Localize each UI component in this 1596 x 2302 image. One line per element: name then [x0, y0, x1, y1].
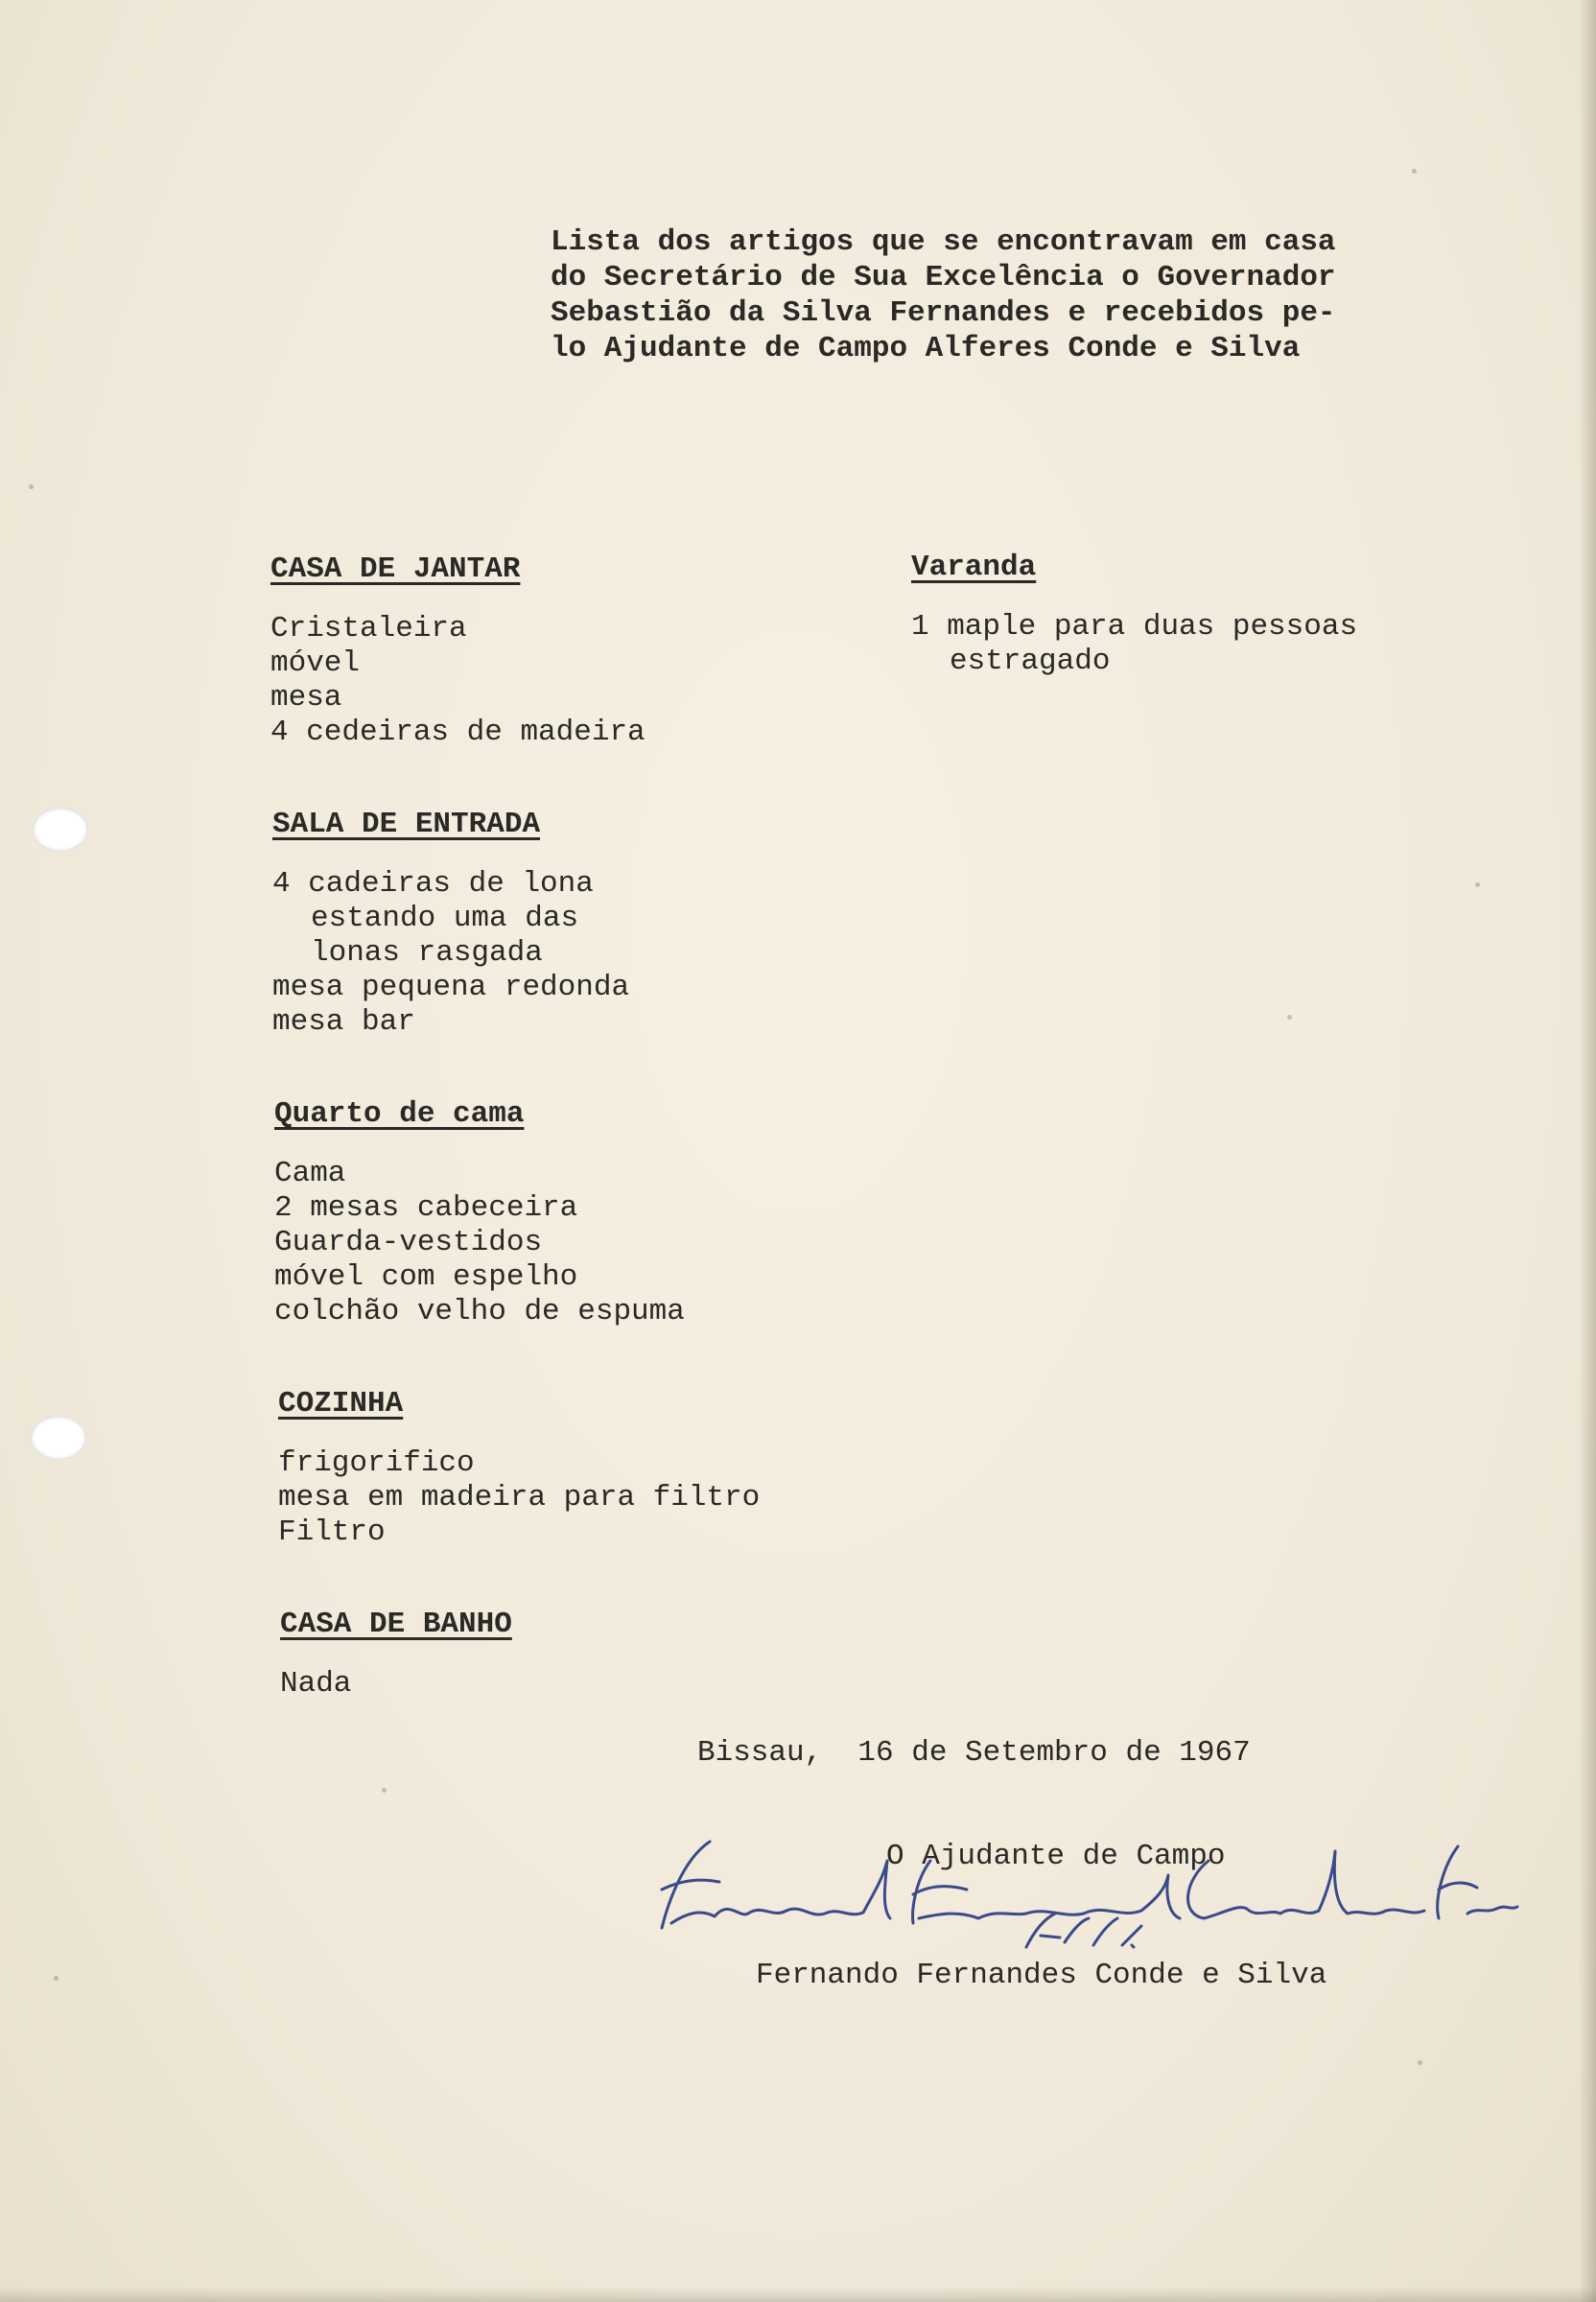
section-title: Quarto de cama: [274, 1097, 525, 1131]
list-item: mesa: [270, 681, 342, 715]
section-title: COZINHA: [278, 1387, 404, 1421]
section-cozinha: [278, 1387, 1045, 1550]
paper-speck: [382, 1788, 387, 1793]
header-line: do Secretário de Sua Excelência o Governador: [551, 261, 1336, 294]
section-title: CASA DE BANHO: [280, 1608, 512, 1641]
paper-speck: [54, 1976, 59, 1981]
list-item: Guarda-vestidos: [274, 1226, 543, 1259]
list-item: mesa em madeira para filtro: [278, 1481, 761, 1515]
list-item: estragado: [950, 645, 1111, 678]
list-item: Nada: [280, 1667, 352, 1701]
header-line: Sebastião da Silva Fernandes e recebidos pe-: [551, 296, 1336, 330]
list-item: 1 maple para duas pessoas: [911, 610, 1358, 644]
paper-speck: [1412, 169, 1417, 174]
list-item: colchão velho de espuma: [274, 1295, 685, 1328]
section-title: CASA DE JANTAR: [270, 552, 521, 586]
dateline: Bissau, 16 de Setembro de 1967: [697, 1736, 1251, 1770]
handwritten-signature: [643, 1822, 1525, 1966]
list-item: frigorifico: [278, 1446, 475, 1480]
paper-speck: [1418, 2060, 1422, 2065]
list-item: Filtro: [278, 1515, 386, 1549]
section-casa-de-banho: [280, 1608, 1047, 1702]
list-item: estando uma das: [311, 902, 579, 935]
list-item: Cama: [274, 1157, 346, 1190]
document-header: [551, 224, 1414, 366]
list-item: mesa pequena redonda: [272, 971, 630, 1004]
punch-hole-top: [33, 808, 88, 852]
list-item: mesa bar: [272, 1005, 415, 1039]
list-item: móvel: [270, 646, 361, 680]
list-item: Cristaleira: [270, 612, 467, 646]
list-item: móvel com espelho: [274, 1260, 578, 1294]
list-item: 2 mesas cabeceira: [274, 1191, 578, 1225]
paper-speck: [1475, 882, 1480, 887]
list-item: 4 cedeiras de madeira: [270, 716, 645, 749]
paper-speck: [29, 484, 34, 489]
signer-name: Fernando Fernandes Conde e Silva: [756, 1959, 1327, 1992]
list-item: 4 cadeiras de lona: [272, 867, 594, 901]
section-title: Varanda: [911, 551, 1037, 584]
section-sala-de-entrada: [272, 808, 1040, 1040]
page-edge-shadow: [1579, 0, 1596, 2302]
section-quarto-de-cama: [274, 1097, 1042, 1329]
paper-speck: [1287, 1015, 1292, 1020]
list-item: lonas rasgada: [311, 936, 543, 970]
signer-title: O Ajudante de Campo: [886, 1840, 1226, 1873]
page-bottom-edge: [0, 2287, 1596, 2302]
header-line: Lista dos artigos que se encontravam em casa: [551, 225, 1336, 259]
punch-hole-bottom: [31, 1416, 86, 1460]
section-varanda: [911, 551, 1596, 679]
section-title: SALA DE ENTRADA: [272, 808, 541, 841]
header-line: lo Ajudante de Campo Alferes Conde e Silva: [551, 332, 1301, 365]
